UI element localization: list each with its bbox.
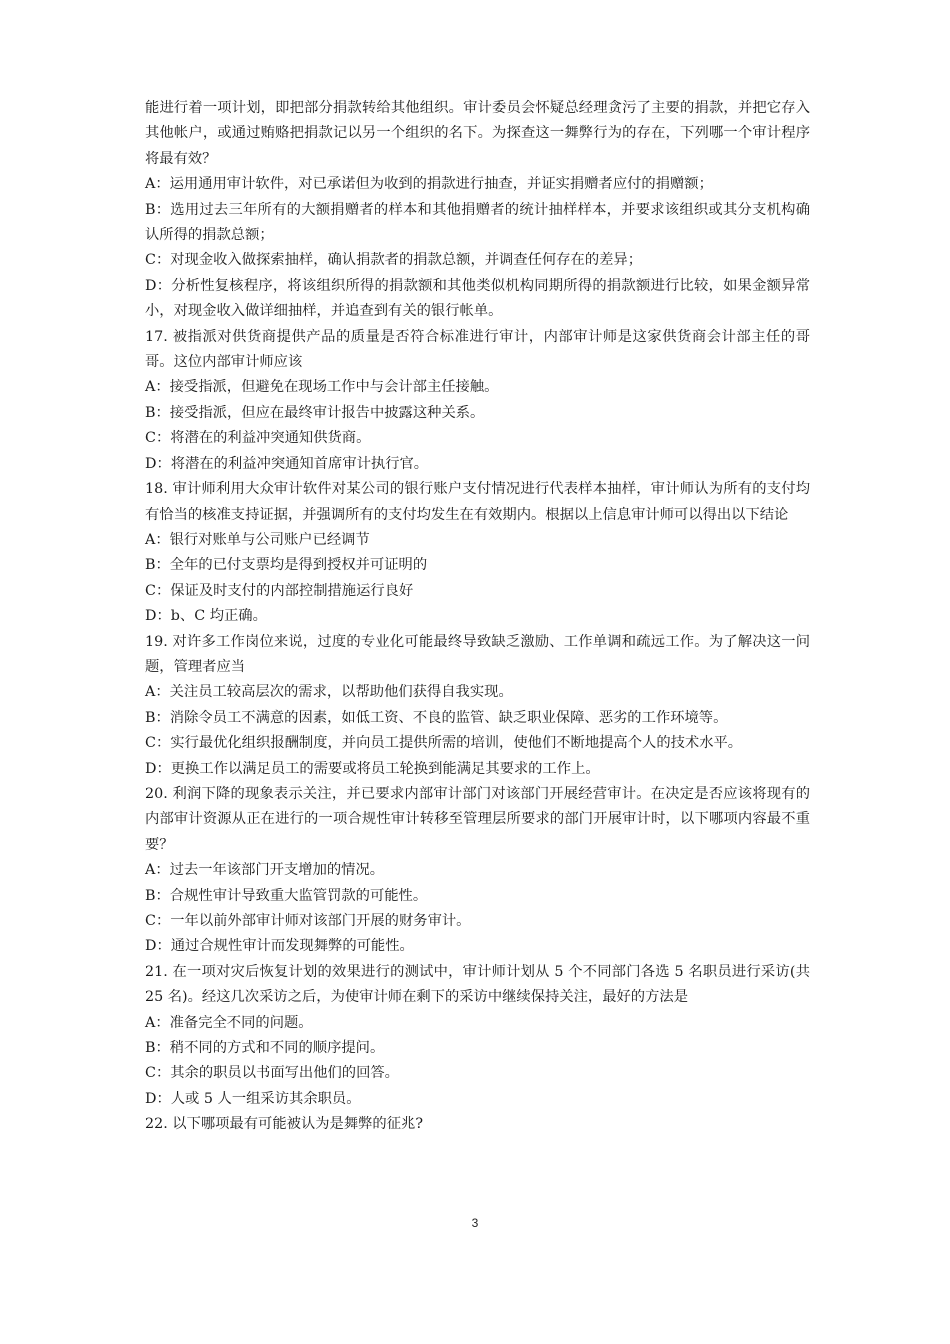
document-body — [145, 96, 810, 1138]
question-22-stem: 22. 以下哪项最有可能被认为是舞弊的征兆? — [145, 1116, 423, 1133]
question-20-stem: 20. 利润下降的现象表示关注，并已要求内部审计部门对该部门开展经营审计。在决定是否应该将现有的内部审计资源从正在进行的一项合规性审计转移至管理层所要求的部门开展审计时，以下哪项内容最不重要？ — [145, 785, 810, 853]
question-21-option-d: D：人或 5 人一组采访其余职员。 — [145, 1090, 361, 1107]
question-17-option-d: D：将潜在的利益冲突通知首席审计执行官。 — [145, 455, 429, 472]
question-21-option-c: C：其余的职员以书面写出他们的回答。 — [145, 1065, 399, 1082]
question-19-option-d: D：更换工作以满足员工的需要或将员工轮换到能满足其要求的工作上。 — [145, 760, 600, 777]
question-19-stem: 19. 对许多工作岗位来说，过度的专业化可能最终导致缺乏激励、工作单调和疏远工作。为了解决这一问题，管理者应当 — [145, 633, 810, 675]
question-21-option-a: A：准备完全不同的问题。 — [145, 1014, 313, 1031]
question-20-option-a: A：过去一年该部门开支增加的情况。 — [145, 862, 385, 879]
question-19-option-a: A：关注员工较高层次的需求，以帮助他们获得自我实现。 — [145, 684, 513, 701]
question-16-option-c: C：对现金收入做探索抽样，确认捐款者的捐款总额，并调查任何存在的差异； — [145, 252, 643, 269]
question-16-option-d: D：分析性复核程序，将该组织所得的捐款额和其他类似机构同期所得的捐款额进行比较，如果金额异常小，对现金收入做详细抽样，并追查到有关的银行帐单。 — [145, 277, 810, 320]
question-18-option-d: D：b、C 均正确。 — [145, 608, 267, 625]
question-18-option-b: B：全年的已付支票均是得到授权并可证明的 — [145, 557, 428, 574]
question-17-option-b: B：接受指派，但应在最终审计报告中披露这种关系。 — [145, 404, 485, 421]
question-16-stem: 能进行着一项计划，即把部分捐款转给其他组织。审计委员会怀疑总经理贪污了主要的捐款，并把它存入其他帐户，或通过贿赂把捐款记以另一个组织的名下。为探查这一舞弊行为的存在，下列哪一个审计程序将最有效？ — [145, 100, 810, 167]
question-16-option-a: A：运用通用审计软件，对已承诺但为收到的捐款进行抽查，并证实捐赠者应付的捐赠额； — [145, 176, 713, 193]
question-17-stem: 17. 被指派对供货商提供产品的质量是否符合标准进行审计，内部审计师是这家供货商会计部主任的哥哥。这位内部审计师应该 — [145, 328, 810, 371]
question-20-option-b: B：合规性审计导致重大监管罚款的可能性。 — [145, 887, 428, 904]
question-18-option-c: C：保证及时支付的内部控制措施运行良好 — [145, 582, 414, 599]
question-17-option-c: C：将潜在的利益冲突通知供货商。 — [145, 430, 371, 447]
question-21-option-b: B：稍不同的方式和不同的顺序提问。 — [145, 1040, 385, 1057]
question-19-option-b: B：消除令员工不满意的因素，如低工资、不良的监管、缺乏职业保障、恶劣的工作环境等。 — [145, 709, 728, 726]
question-20-option-d: D：通过合规性审计而发现舞弊的可能性。 — [145, 938, 414, 955]
question-16-option-b: B：选用过去三年所有的大额捐赠者的样本和其他捐赠者的统计抽样样本，并要求该组织或其分支机构确认所得的捐款总额； — [145, 201, 810, 244]
question-18-option-a: A：银行对账单与公司账户已经调节 — [145, 531, 370, 548]
question-18-stem: 18. 审计师利用大众审计软件对某公司的银行账户支付情况进行代表样本抽样，审计师认为所有的支付均有恰当的核准支持证据，并强调所有的支付均发生在有效期内。根据以上信息审计师可以得出以下结论 — [145, 481, 810, 523]
question-21-stem: 21. 在一项对灾后恢复计划的效果进行的测试中，审计师计划从 5 个不同部门各选 5 名职员进行采访(共 25 名)。经这几次采访之后，为使审计师在剩下的采访中继续保持关注，最好的方法是 — [145, 963, 810, 1006]
question-17-option-a: A：接受指派，但避免在现场工作中与会计部主任接触。 — [145, 379, 499, 396]
question-20-option-c: C：一年以前外部审计师对该部门开展的财务审计。 — [145, 913, 471, 929]
page-number: 3 — [471, 1216, 479, 1230]
question-19-option-c: C：实行最优化组织报酬制度，并向员工提供所需的培训，使他们不断地提高个人的技术水平。 — [145, 735, 743, 752]
